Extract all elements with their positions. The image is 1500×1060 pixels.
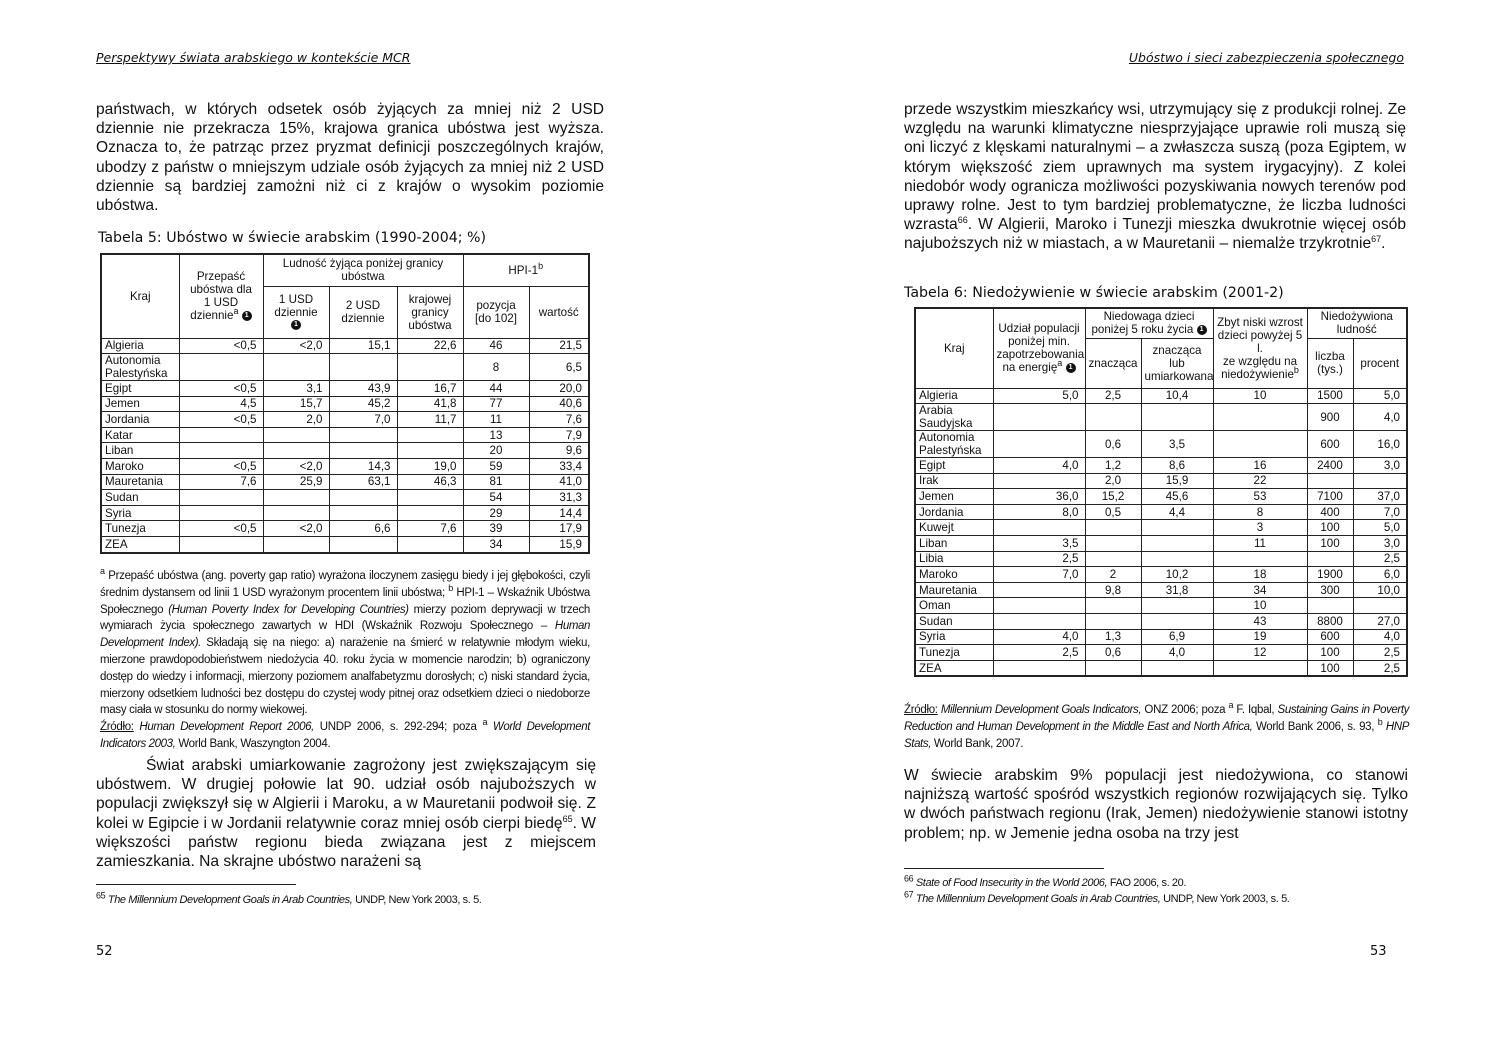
- table-cell-poz: 20: [463, 443, 529, 459]
- table-row: [915, 645, 1407, 661]
- table-cell-wz: 3: [1213, 520, 1307, 536]
- table-cell-zn: [1085, 598, 1141, 614]
- table-cell-kraj: Autonomia Palestyńska: [915, 431, 993, 458]
- table-cell-lb: 100: [1307, 536, 1353, 552]
- table-cell-zn: 2: [1085, 567, 1141, 583]
- table-cell-usd1: [263, 443, 329, 459]
- table-cell-usd1: [263, 537, 329, 553]
- table-cell-val: 9,6: [529, 443, 589, 459]
- table-cell-lb: 1500: [1307, 388, 1353, 404]
- table-cell-wz: [1213, 404, 1307, 431]
- table-cell-val: 33,4: [529, 459, 589, 475]
- table-5: [100, 253, 590, 554]
- table-cell-lb: 1900: [1307, 567, 1353, 583]
- table-cell-usd1: 3,1: [263, 381, 329, 397]
- table-cell-lb: 100: [1307, 645, 1353, 661]
- table-cell-kraj: Jemen: [101, 396, 179, 412]
- header-kraj: Kraj: [101, 254, 179, 338]
- table-cell-pr: 16,0: [1353, 431, 1407, 458]
- table-cell-nat: [397, 537, 463, 553]
- footnote-marker-icon: 1: [1066, 363, 1076, 373]
- table-cell-udz: 7,0: [993, 567, 1085, 583]
- table-cell-usd2: 15,1: [329, 338, 397, 354]
- table-cell-zlu: 45,6: [1141, 489, 1213, 505]
- table-row: [915, 582, 1407, 598]
- table-cell-poz: 29: [463, 505, 529, 521]
- table-cell-udz: 36,0: [993, 489, 1085, 505]
- table-cell-kraj: Sudan: [915, 614, 993, 630]
- table-cell-zlu: 3,5: [1141, 431, 1213, 458]
- table-cell-zlu: 8,6: [1141, 458, 1213, 474]
- table-cell-val: 6,5: [529, 354, 589, 381]
- table-row: [101, 537, 589, 553]
- table-cell-usd2: [329, 354, 397, 381]
- table-cell-lb: 600: [1307, 431, 1353, 458]
- table-cell-zn: 2,5: [1085, 388, 1141, 404]
- table-cell-udz: [993, 660, 1085, 676]
- header-wartosc: wartość: [529, 286, 589, 338]
- header-procent: procent: [1353, 338, 1407, 388]
- table-cell-pr: 5,0: [1353, 388, 1407, 404]
- intro-paragraph-right: przede wszystkim mieszkańcy wsi, utrzymujący się z produkcji rolnej. Ze względu na warunki klimatyczne niesprzyjające uprawie roli muszą się oni liczyć z klęskami naturalnymi – a zwłaszcza suszą (poza Egiptem, w którym większość ziem uprawnych ma system irygacyjny). Z kolei niedobór wody ogranicza możliwości pozyskiwania nowych terenów pod uprawy rolne. Jest to tym bardziej problematyczne, że liczba ludności wzrasta$^{66}$. W Algierii, Maroko i Tunezji mieszka dwukrotnie więcej osób najuboższych niż w miastach, a w Mauretanii – niemalże trzykrotnie$^{67}$.: [904, 101, 1406, 253]
- table-cell-wz: 11: [1213, 536, 1307, 552]
- table-cell-udz: [993, 431, 1085, 458]
- table-cell-usd1: <2,0: [263, 338, 329, 354]
- table-row: [101, 521, 589, 537]
- table-cell-wz: 8: [1213, 504, 1307, 520]
- table-cell-poz: 77: [463, 396, 529, 412]
- table-cell-kraj: Jordania: [101, 412, 179, 428]
- table-cell-pr: 3,0: [1353, 458, 1407, 474]
- table-cell-gap: <0,5: [179, 521, 263, 537]
- table-cell-usd2: [329, 443, 397, 459]
- table-cell-udz: [993, 614, 1085, 630]
- table-cell-poz: 81: [463, 474, 529, 490]
- table-cell-val: 7,6: [529, 412, 589, 428]
- table-cell-kraj: Libia: [915, 551, 993, 567]
- table-cell-kraj: Algieria: [101, 338, 179, 354]
- table-cell-nat: 11,7: [397, 412, 463, 428]
- table-cell-udz: 2,5: [993, 645, 1085, 661]
- table-cell-zn: 0,6: [1085, 431, 1141, 458]
- table-cell-zn: 9,8: [1085, 582, 1141, 598]
- table-cell-val: 20,0: [529, 381, 589, 397]
- table-cell-pr: [1353, 473, 1407, 489]
- table-cell-lb: 900: [1307, 404, 1353, 431]
- table-cell-wz: 16: [1213, 458, 1307, 474]
- footnote-65: $^{65}$ The Millennium Development Goals in Arab Countries, UNDP, New York 2003, s. 5.: [96, 890, 482, 906]
- table-cell-zlu: 10,4: [1141, 388, 1213, 404]
- table-cell-lb: [1307, 473, 1353, 489]
- table-cell-kraj: Egipt: [915, 458, 993, 474]
- table-cell-kraj: Irak: [915, 473, 993, 489]
- table-cell-val: 31,3: [529, 490, 589, 506]
- table-cell-zlu: 10,2: [1141, 567, 1213, 583]
- table-cell-udz: [993, 598, 1085, 614]
- table-cell-usd2: 63,1: [329, 474, 397, 490]
- footnote-66: $^{66}$ State of Food Insecurity in the World 2006, FAO 2006, s. 20.: [904, 873, 1186, 889]
- table-cell-udz: [993, 404, 1085, 431]
- table-cell-zn: [1085, 614, 1141, 630]
- table-cell-nat: 7,6: [397, 521, 463, 537]
- header-ludnosc: Ludność żyjąca poniżej granicy ubóstwa: [263, 254, 463, 286]
- table-cell-zn: [1085, 660, 1141, 676]
- table-cell-gap: 4,5: [179, 396, 263, 412]
- table-row: [101, 474, 589, 490]
- table-cell-usd2: [329, 537, 397, 553]
- table-cell-usd1: <2,0: [263, 459, 329, 475]
- table-cell-udz: [993, 582, 1085, 598]
- table-cell-kraj: Syria: [101, 505, 179, 521]
- table-cell-lb: 8800: [1307, 614, 1353, 630]
- table-cell-kraj: Maroko: [915, 567, 993, 583]
- right-page: [750, 0, 1500, 1060]
- table-cell-kraj: Algieria: [915, 388, 993, 404]
- table-cell-udz: [993, 473, 1085, 489]
- table-row: [915, 489, 1407, 505]
- table-cell-poz: 13: [463, 427, 529, 443]
- table-cell-val: 7,9: [529, 427, 589, 443]
- table-cell-usd1: [263, 427, 329, 443]
- table-cell-nat: 16,7: [397, 381, 463, 397]
- table-cell-kraj: Maroko: [101, 459, 179, 475]
- table-cell-zn: 1,2: [1085, 458, 1141, 474]
- footnote-67: $^{67}$ The Millennium Development Goals in Arab Countries, UNDP, New York 2003, s. 5.: [904, 889, 1290, 905]
- table-cell-poz: 8: [463, 354, 529, 381]
- table-row: [915, 536, 1407, 552]
- table-cell-pr: 4,0: [1353, 629, 1407, 645]
- table-cell-pr: 7,0: [1353, 504, 1407, 520]
- footnote-rule-left: [96, 884, 296, 885]
- table-cell-kraj: Jordania: [915, 504, 993, 520]
- table-cell-kraj: Katar: [101, 427, 179, 443]
- table-row: [101, 381, 589, 397]
- table-cell-udz: 4,0: [993, 629, 1085, 645]
- table-cell-zn: [1085, 551, 1141, 567]
- header-znaczaca-lub-umiarkowana: znacząca lub umiarkowana: [1141, 338, 1213, 388]
- header-hpi: HPI-1$^b$: [463, 254, 589, 286]
- table-cell-zlu: [1141, 660, 1213, 676]
- table-cell-wz: 10: [1213, 388, 1307, 404]
- table-cell-poz: 54: [463, 490, 529, 506]
- table-cell-gap: [179, 354, 263, 381]
- table-cell-gap: 7,6: [179, 474, 263, 490]
- table-cell-gap: [179, 443, 263, 459]
- header-niedozywiona: Niedożywiona ludność: [1307, 308, 1407, 338]
- table-cell-pr: 27,0: [1353, 614, 1407, 630]
- table-cell-poz: 39: [463, 521, 529, 537]
- table-cell-usd1: 2,0: [263, 412, 329, 428]
- table-cell-pr: 2,5: [1353, 551, 1407, 567]
- table-cell-usd2: 43,9: [329, 381, 397, 397]
- page-number-left: 52: [96, 944, 113, 959]
- table-cell-kraj: Autonomia Palestyńska: [101, 354, 179, 381]
- intro-paragraph-left: państwach, w których odsetek osób żyjących za mniej niż 2 USD dziennie nie przekracza 15%, krajowa granica ubóstwa jest wyższa. Oznacza to, że patrząc przez pryzmat definicji poszczególnych krajów, ubodzy z państw o mniejszym udziale osób żyjących za mniej niż 2 USD dziennie są bardziej zamożni niż ci z krajów o wysokim poziomie ubóstwa.: [96, 101, 604, 215]
- table-cell-lb: 7100: [1307, 489, 1353, 505]
- table-cell-gap: [179, 505, 263, 521]
- table-cell-nat: 19,0: [397, 459, 463, 475]
- table-cell-wz: 19: [1213, 629, 1307, 645]
- table-cell-kraj: Tunezja: [915, 645, 993, 661]
- table-cell-zn: 1,3: [1085, 629, 1141, 645]
- table-cell-poz: 34: [463, 537, 529, 553]
- table-cell-kraj: Mauretania: [101, 474, 179, 490]
- table-cell-usd1: <2,0: [263, 521, 329, 537]
- table-6: [914, 307, 1408, 677]
- table-cell-wz: [1213, 551, 1307, 567]
- table-cell-lb: [1307, 551, 1353, 567]
- running-header-right: Ubóstwo i sieci zabezpieczenia społecznego: [1128, 50, 1404, 65]
- table-row: [101, 354, 589, 381]
- table-cell-kraj: Oman: [915, 598, 993, 614]
- table-cell-usd1: 15,7: [263, 396, 329, 412]
- table-row: [101, 427, 589, 443]
- table-cell-nat: [397, 354, 463, 381]
- table-cell-pr: [1353, 598, 1407, 614]
- table-cell-gap: [179, 427, 263, 443]
- header-pozycja: pozycja [do 102]: [463, 286, 529, 338]
- table-cell-lb: 100: [1307, 660, 1353, 676]
- table-cell-lb: 400: [1307, 504, 1353, 520]
- table-cell-val: 14,4: [529, 505, 589, 521]
- table-row: [915, 629, 1407, 645]
- table-cell-nat: 22,6: [397, 338, 463, 354]
- table-cell-nat: [397, 443, 463, 459]
- header-kraj: Kraj: [915, 308, 993, 388]
- table-cell-lb: 300: [1307, 582, 1353, 598]
- table-5-caption: Tabela 5: Ubóstwo w świecie arabskim (1990-2004; %): [98, 230, 487, 246]
- footnote-rule-right: [904, 868, 1104, 869]
- table-cell-wz: 43: [1213, 614, 1307, 630]
- table-cell-wz: 53: [1213, 489, 1307, 505]
- table-cell-zlu: [1141, 404, 1213, 431]
- header-2usd: 2 USD dziennie: [329, 286, 397, 338]
- table-cell-kraj: Jemen: [915, 489, 993, 505]
- table-cell-pr: 4,0: [1353, 404, 1407, 431]
- table-cell-poz: 44: [463, 381, 529, 397]
- table-cell-gap: <0,5: [179, 381, 263, 397]
- table-cell-nat: 41,8: [397, 396, 463, 412]
- table-cell-zn: [1085, 520, 1141, 536]
- table-cell-zlu: 4,0: [1141, 645, 1213, 661]
- header-zbyt-niski-wzrost: Zbyt niski wzrost dzieci powyżej 5 l. ze względu na niedożywienie$^b$: [1213, 308, 1307, 388]
- table-row: [915, 614, 1407, 630]
- table-cell-kraj: Syria: [915, 629, 993, 645]
- table-cell-usd1: [263, 505, 329, 521]
- table-cell-kraj: Egipt: [101, 381, 179, 397]
- table-cell-gap: [179, 490, 263, 506]
- table-row: [101, 412, 589, 428]
- table-cell-usd2: 14,3: [329, 459, 397, 475]
- table-cell-val: 15,9: [529, 537, 589, 553]
- table-cell-lb: 600: [1307, 629, 1353, 645]
- table-cell-lb: [1307, 598, 1353, 614]
- table-cell-pr: 6,0: [1353, 567, 1407, 583]
- table-row: [915, 458, 1407, 474]
- header-niedowaga: Niedowaga dzieci poniżej 5 roku życia 1: [1085, 308, 1213, 338]
- table-6-caption: Tabela 6: Niedożywienie w świecie arabskim (2001-2): [904, 285, 1284, 301]
- table-cell-zlu: 4,4: [1141, 504, 1213, 520]
- table-cell-val: 21,5: [529, 338, 589, 354]
- header-udzial: Udział populacji poniżej min. zapotrzebowania na energię$^a$ 1: [993, 308, 1085, 388]
- table-cell-zn: 15,2: [1085, 489, 1141, 505]
- table-cell-usd2: [329, 427, 397, 443]
- header-krajowej: krajowej granicy ubóstwa: [397, 286, 463, 338]
- table-cell-usd2: [329, 505, 397, 521]
- running-header-left: Perspektywy świata arabskiego w kontekście MCR: [96, 50, 411, 65]
- footnote-marker-icon: 1: [291, 320, 301, 330]
- table-cell-kraj: Kuwejt: [915, 520, 993, 536]
- table-cell-gap: <0,5: [179, 459, 263, 475]
- table-cell-wz: 22: [1213, 473, 1307, 489]
- table-cell-udz: 3,5: [993, 536, 1085, 552]
- table-cell-pr: 5,0: [1353, 520, 1407, 536]
- table-cell-zlu: 6,9: [1141, 629, 1213, 645]
- table-row: [915, 567, 1407, 583]
- table-row: [101, 459, 589, 475]
- table-row: [101, 490, 589, 506]
- table-cell-val: 41,0: [529, 474, 589, 490]
- table-cell-usd2: 45,2: [329, 396, 397, 412]
- table-cell-poz: 59: [463, 459, 529, 475]
- table-row: [915, 520, 1407, 536]
- table-cell-kraj: ZEA: [915, 660, 993, 676]
- body-paragraph-right: W świecie arabskim 9% populacji jest niedożywiona, co stanowi najniższą wartość spośród wszystkich regionów rozwijających się. Tylko w dwóch państwach regionu (Irak, Jemen) niedożywienie stanowi istotny problem; np. w Jemenie jedna osoba na trzy jest: [904, 767, 1408, 842]
- table-cell-kraj: Mauretania: [915, 582, 993, 598]
- table-cell-pr: 37,0: [1353, 489, 1407, 505]
- table-row: [101, 396, 589, 412]
- table-row: [101, 505, 589, 521]
- table-cell-zn: [1085, 404, 1141, 431]
- table-cell-kraj: Arabia Saudyjska: [915, 404, 993, 431]
- table-row: [915, 504, 1407, 520]
- table-cell-kraj: ZEA: [101, 537, 179, 553]
- table-cell-gap: <0,5: [179, 338, 263, 354]
- body-paragraph-left: Świat arabski umiarkowanie zagrożony jest zwiększającym się ubóstwem. W drugiej połowie lat 90. udział osób najuboższych w populacji zwiększył się w Algierii i Maroku, a w Mauretanii podwoił się. Z kolei w Egipcie i w Jordanii relatywnie coraz mniej osób cierpi biedę$^{65}$. W większości państw regionu bieda związana jest z miejscem zamieszkania. Na skrajne ubóstwo narażeni są: [96, 757, 596, 871]
- table-row: [101, 338, 589, 354]
- table-cell-zlu: 31,8: [1141, 582, 1213, 598]
- table-cell-gap: [179, 537, 263, 553]
- table-6-source: Źródło: Millennium Development Goals Indicators, ONZ 2006; poza $^a$ F. Iqbal, Sustaining Gains in Poverty Reduction and Human Development in the Middle East and North Africa, World Bank 2006, s. 93, $^b$ HNP Stats, World Bank, 2007.: [904, 700, 1409, 750]
- table-cell-poz: 11: [463, 412, 529, 428]
- table-row: [915, 473, 1407, 489]
- table-cell-wz: [1213, 660, 1307, 676]
- header-liczba: liczba (tys.): [1307, 338, 1353, 388]
- table-cell-pr: 3,0: [1353, 536, 1407, 552]
- table-cell-poz: 46: [463, 338, 529, 354]
- table-row: [915, 551, 1407, 567]
- table-row: [915, 431, 1407, 458]
- table-row: [915, 660, 1407, 676]
- table-cell-zn: 0,5: [1085, 504, 1141, 520]
- table-cell-udz: [993, 520, 1085, 536]
- table-cell-wz: 10: [1213, 598, 1307, 614]
- table-cell-zn: 2,0: [1085, 473, 1141, 489]
- table-row: [915, 388, 1407, 404]
- table-cell-wz: 34: [1213, 582, 1307, 598]
- header-1usd: 1 USD dziennie 1: [263, 286, 329, 338]
- table-5-notes: $^a$ Przepaść ubóstwa (ang. poverty gap ratio) wyrażona iloczynem zasięgu biedy i jej głębokości, czyli średnim dystansem od linii 1 USD wyrażonym procentem linii ubóstwa; $^b$ HPI-1 – Wskaźnik Ubóstwa Społecznego (Human Poverty Index for Developing Countries) mierzy poziom deprywacji w trzech wymiarach życia społecznego zawartych w HDI (Wskaźnik Rozwoju Społecznego – Human Development Index). Składają się na niego: a) narażenie na śmierć w relatywnie młodym wieku, mierzone prawdopodobieństwem niedożycia 40. roku życia w momencie narodzin; b) ograniczony dostęp do wiedzy i informacji, mierzony poziomem analfabetyzmu dorosłych; c) niski standard życia, mierzony odsetkiem ludności bez dostępu do czystej wody pitnej oraz odsetkiem dzieci o niedoborze masy ciała w stosunku do normy wiekowej. Źródło: Human Development Report 2006, UNDP 2006, s. 292-294; poza $^a$ World Development Indicators 2003, World Bank, Waszyngton 2004.: [100, 566, 591, 750]
- table-cell-val: 17,9: [529, 521, 589, 537]
- table-cell-pr: 2,5: [1353, 660, 1407, 676]
- table-cell-wz: 18: [1213, 567, 1307, 583]
- table-cell-nat: [397, 505, 463, 521]
- table-cell-val: 40,6: [529, 396, 589, 412]
- table-cell-udz: 4,0: [993, 458, 1085, 474]
- table-cell-zlu: [1141, 551, 1213, 567]
- table-cell-usd1: [263, 490, 329, 506]
- table-cell-usd2: 7,0: [329, 412, 397, 428]
- table-cell-gap: <0,5: [179, 412, 263, 428]
- table-cell-zlu: [1141, 536, 1213, 552]
- table-cell-zlu: [1141, 520, 1213, 536]
- header-przepasc: Przepaść ubóstwa dla 1 USD dziennie$^a$ 1: [179, 254, 263, 338]
- table-cell-kraj: Sudan: [101, 490, 179, 506]
- table-cell-zlu: [1141, 614, 1213, 630]
- table-cell-wz: [1213, 431, 1307, 458]
- table-cell-lb: 2400: [1307, 458, 1353, 474]
- table-cell-pr: 10,0: [1353, 582, 1407, 598]
- table-cell-udz: 8,0: [993, 504, 1085, 520]
- table-cell-udz: 2,5: [993, 551, 1085, 567]
- table-cell-pr: 2,5: [1353, 645, 1407, 661]
- table-cell-usd1: 25,9: [263, 474, 329, 490]
- table-cell-kraj: Liban: [915, 536, 993, 552]
- page-number-right: 53: [1370, 944, 1387, 959]
- table-cell-zlu: [1141, 598, 1213, 614]
- table-row: [915, 404, 1407, 431]
- table-cell-nat: [397, 490, 463, 506]
- footnote-marker-icon: 1: [242, 311, 252, 321]
- table-cell-zn: 0,6: [1085, 645, 1141, 661]
- table-cell-usd2: [329, 490, 397, 506]
- footnote-marker-icon: 1: [1197, 325, 1207, 335]
- header-znaczaca: znacząca: [1085, 338, 1141, 388]
- table-cell-wz: 12: [1213, 645, 1307, 661]
- table-cell-kraj: Tunezja: [101, 521, 179, 537]
- table-row: [101, 443, 589, 459]
- table-cell-nat: [397, 427, 463, 443]
- table-cell-kraj: Liban: [101, 443, 179, 459]
- table-cell-nat: 46,3: [397, 474, 463, 490]
- table-cell-usd2: 6,6: [329, 521, 397, 537]
- table-row: [915, 598, 1407, 614]
- table-cell-lb: 100: [1307, 520, 1353, 536]
- table-cell-usd1: [263, 354, 329, 381]
- table-cell-udz: 5,0: [993, 388, 1085, 404]
- table-cell-zlu: 15,9: [1141, 473, 1213, 489]
- table-cell-zn: [1085, 536, 1141, 552]
